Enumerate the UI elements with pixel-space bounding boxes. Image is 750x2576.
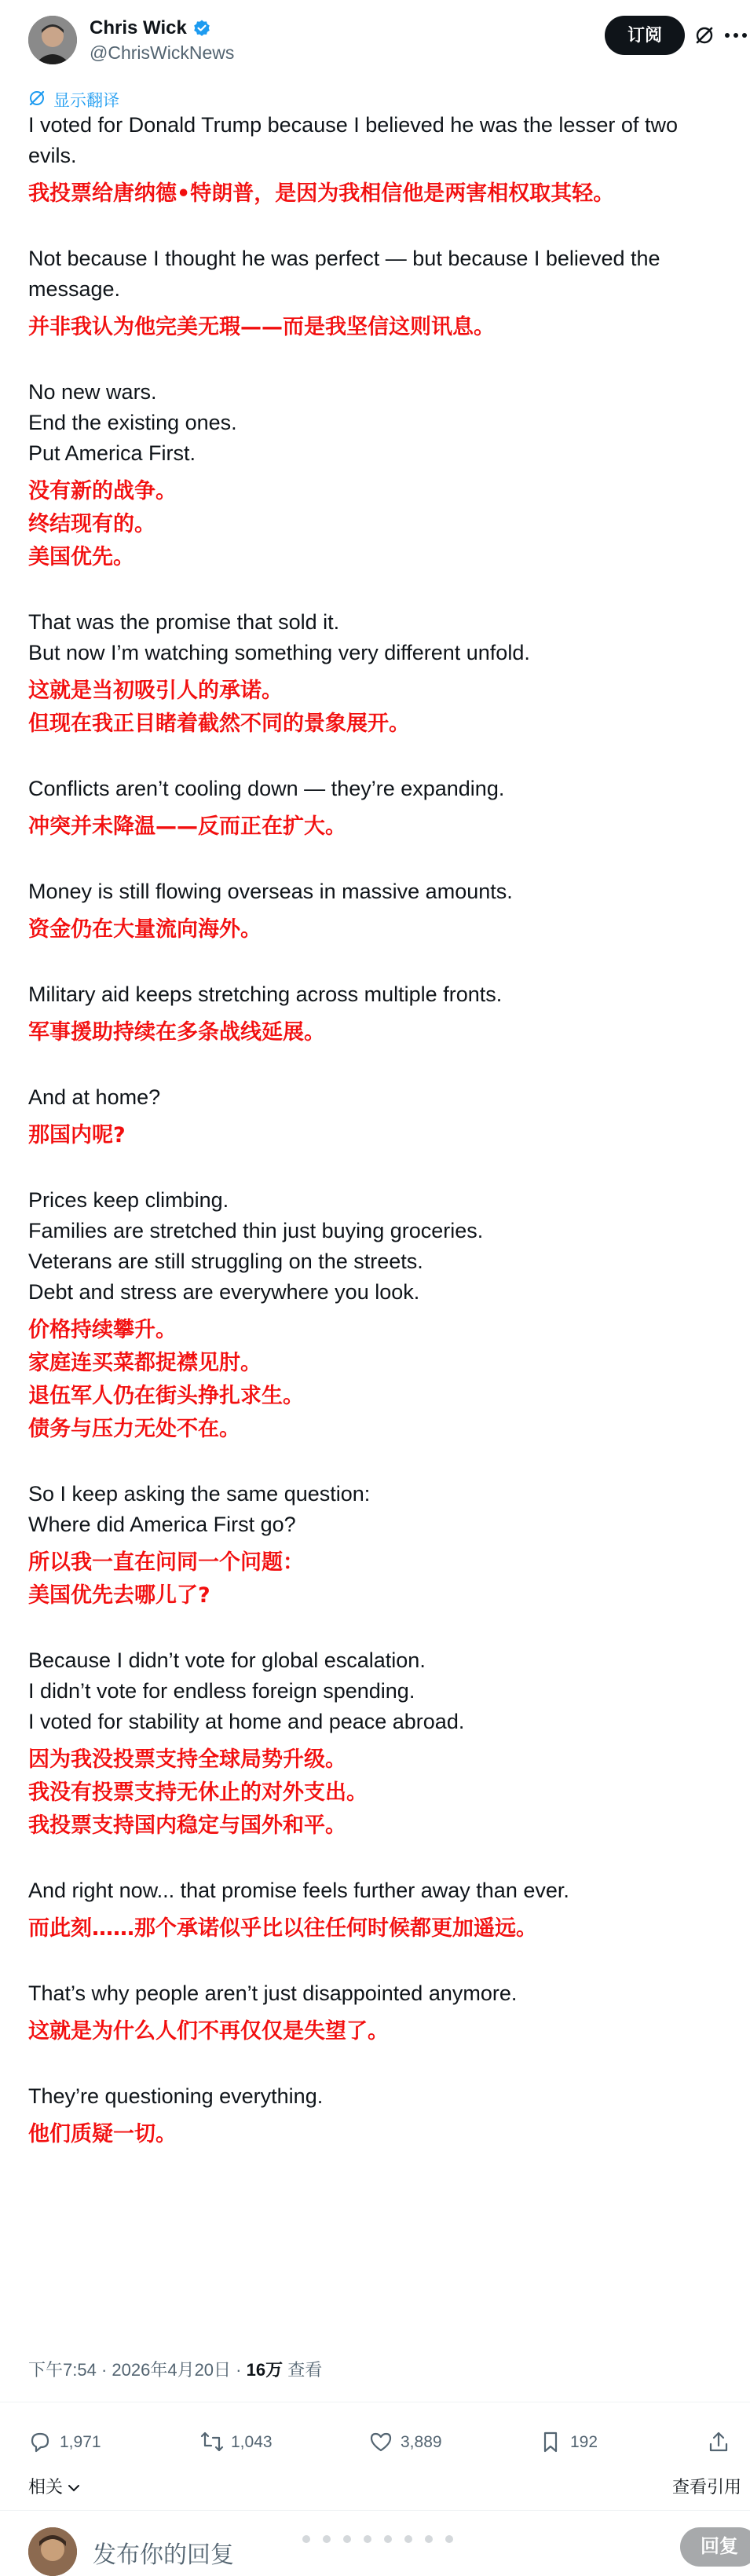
reply-input[interactable]: 发布你的回复	[93, 2542, 234, 2568]
original-text-line: Military aid keeps stretching across multiple fronts.	[28, 982, 503, 1006]
author-handle[interactable]: @ChrisWickNews	[90, 42, 235, 63]
translated-text	[28, 2118, 727, 2151]
original-text-line: evils.	[28, 144, 77, 167]
translated-text-line: 军事援助持续在多条战线延展。	[28, 1020, 325, 1045]
original-text-line: I didn’t vote for endless foreign spending.	[28, 1679, 415, 1703]
original-text-line: Families are stretched thin just buying groceries.	[28, 1219, 484, 1242]
post-paragraph	[28, 1978, 727, 2048]
original-text-line: They’re questioning everything.	[28, 2084, 324, 2108]
translated-text-line: 没有新的战争。	[28, 479, 177, 503]
post-meta	[28, 2357, 322, 2381]
post-paragraph	[28, 243, 727, 344]
original-text	[28, 876, 727, 907]
post-paragraph	[28, 1645, 727, 1842]
translated-text	[28, 177, 727, 210]
chevron-down-icon	[68, 2483, 80, 2493]
original-text-line: And right now... that promise feels further away than ever.	[28, 1879, 569, 1902]
original-text	[28, 2081, 727, 2112]
translated-text	[28, 1912, 727, 1945]
translated-text-line: 这就是为什么人们不再仅仅是失望了。	[28, 2019, 389, 2044]
translated-text	[28, 1314, 727, 1446]
view-count: 16万	[246, 2360, 284, 2380]
translated-text	[28, 2015, 727, 2048]
views-label: 查看	[283, 2360, 323, 2380]
translate-icon	[28, 90, 46, 107]
translated-text-line: 家庭连买菜都捉襟见肘。	[28, 1351, 262, 1375]
original-text	[28, 1875, 727, 1906]
translated-text-line: 他们质疑一切。	[28, 2122, 177, 2146]
original-text-line: Money is still flowing overseas in massive amounts.	[28, 880, 513, 903]
original-text	[28, 1185, 727, 1308]
original-text-line: Prices keep climbing.	[28, 1188, 229, 1212]
post-paragraph	[28, 1875, 727, 1945]
post-paragraph	[28, 1185, 727, 1446]
translated-text-line: 但现在我正目睹着截然不同的景象展开。	[28, 712, 410, 736]
original-text	[28, 1978, 727, 2009]
post-paragraph	[28, 774, 727, 843]
post-paragraph	[28, 110, 727, 210]
translated-text-line: 因为我没投票支持全球局势升级。	[28, 1747, 346, 1772]
original-text-line: Where did America First go?	[28, 1513, 296, 1536]
original-text-line: Veterans are still struggling on the streets.	[28, 1250, 423, 1273]
original-text	[28, 110, 727, 171]
action-bar	[28, 2427, 735, 2458]
original-text-line: I voted for stability at home and peace abroad.	[28, 1710, 465, 1733]
translated-text-line: 所以我一直在问同一个问题：	[28, 1550, 304, 1575]
original-text-line: No new wars.	[28, 380, 157, 404]
translated-text-line: 终结现有的。	[28, 512, 155, 536]
bookmark-icon	[539, 2430, 562, 2453]
post-paragraph	[28, 1082, 727, 1152]
post-date[interactable]: 2026年4月20日	[112, 2360, 232, 2380]
original-text-line: But now I’m watching something very different unfold.	[28, 641, 530, 664]
author-name[interactable]: Chris Wick	[90, 17, 187, 38]
translated-text	[28, 913, 727, 946]
repost-count: 1,043	[231, 2433, 273, 2451]
original-text-line: message.	[28, 277, 121, 301]
repost-icon	[199, 2430, 225, 2453]
post-paragraph	[28, 979, 727, 1049]
post-paragraph	[28, 2081, 727, 2151]
share-icon	[707, 2430, 730, 2453]
like-count: 3,889	[401, 2433, 442, 2451]
view-quotes-link[interactable]: 查看引用	[672, 2477, 742, 2497]
original-text	[28, 979, 727, 1010]
translated-text	[28, 1119, 727, 1152]
original-text-line: Debt and stress are everywhere you look.	[28, 1280, 420, 1304]
translated-text-line: 我没有投票支持无休止的对外支出。	[28, 1780, 368, 1805]
reply-button[interactable]: 回复	[680, 2527, 750, 2567]
original-text	[28, 1645, 727, 1737]
original-text-line: That was the promise that sold it.	[28, 610, 340, 634]
translated-text	[28, 1744, 727, 1842]
post-header	[0, 0, 750, 79]
related-dropdown[interactable]	[28, 2474, 80, 2498]
translated-text-line: 我投票支持国内稳定与国外和平。	[28, 1813, 346, 1838]
loading-dots-icon	[298, 2530, 487, 2548]
translated-text-line: 那国内呢?	[28, 1123, 126, 1147]
translated-text-line: 债务与压力无处不在。	[28, 1417, 240, 1441]
translated-text-line: 资金仍在大量流向海外。	[28, 917, 262, 942]
original-text	[28, 607, 727, 668]
translated-text-line: 美国优先去哪儿了?	[28, 1583, 210, 1608]
verified-badge-icon	[192, 19, 211, 38]
divider	[0, 2510, 750, 2511]
translated-text-line: 价格持续攀升。	[28, 1318, 177, 1342]
translated-text	[28, 810, 727, 843]
meta-separator: ·	[231, 2360, 247, 2380]
original-text-line: Put America First.	[28, 441, 196, 465]
original-text	[28, 1082, 727, 1113]
translated-text	[28, 475, 727, 574]
original-text-line: I voted for Donald Trump because I believed he was the lesser of two	[28, 113, 678, 137]
post-paragraph	[28, 876, 727, 946]
post-paragraph	[28, 377, 727, 574]
original-text-line: So I keep asking the same question:	[28, 1482, 371, 1506]
original-text	[28, 1479, 727, 1540]
translated-text	[28, 1016, 727, 1049]
meta-separator: ·	[96, 2360, 112, 2380]
reply-count: 1,971	[60, 2433, 101, 2451]
original-text	[28, 243, 727, 305]
post-paragraph	[28, 607, 727, 741]
translated-text-line: 这就是当初吸引人的承诺。	[28, 679, 283, 703]
translated-text-line: 而此刻……那个承诺似乎比以往任何时候都更加遥远。	[28, 1916, 537, 1941]
translated-text-line: 我投票给唐纳德•特朗普，是因为我相信他是两害相权取其轻。	[28, 181, 615, 206]
original-text-line: And at home?	[28, 1085, 161, 1109]
share-action[interactable]	[707, 2427, 730, 2458]
translated-text	[28, 311, 727, 344]
translated-text-line: 退伍军人仍在街头挣扎求生。	[28, 1384, 304, 1408]
post-paragraph	[28, 1479, 727, 1612]
bookmark-count: 192	[570, 2433, 598, 2451]
post-time[interactable]: 下午7:54	[28, 2360, 97, 2380]
post-body	[28, 110, 727, 2184]
original-text-line: Conflicts aren’t cooling down — they’re expanding.	[28, 777, 505, 800]
original-text-line: That’s why people aren’t just disappointed anymore.	[28, 1981, 518, 2005]
subscribe-button[interactable]: 订阅	[605, 16, 685, 55]
original-text	[28, 774, 727, 804]
translated-text-line: 冲突并未降温——反而正在扩大。	[28, 814, 346, 839]
heart-icon	[369, 2430, 393, 2453]
original-text-line: End the existing ones.	[28, 411, 237, 434]
original-text-line: Not because I thought he was perfect — but because I believed the	[28, 247, 660, 270]
translated-text-line: 并非我认为他完美无瑕——而是我坚信这则讯息。	[28, 315, 495, 339]
original-text-line: Because I didn’t vote for global escalation.	[28, 1648, 426, 1672]
user-avatar[interactable]	[28, 2527, 77, 2576]
grok-icon[interactable]	[694, 25, 715, 46]
related-label: 相关	[28, 2477, 64, 2497]
original-text	[28, 377, 727, 469]
show-translation-label: 显示翻译	[53, 92, 119, 110]
translated-text-line: 美国优先。	[28, 545, 134, 569]
translated-text	[28, 675, 727, 741]
author-avatar[interactable]	[28, 16, 77, 64]
more-options-icon[interactable]	[723, 24, 750, 47]
reply-icon	[28, 2430, 52, 2453]
translated-text	[28, 1546, 727, 1612]
